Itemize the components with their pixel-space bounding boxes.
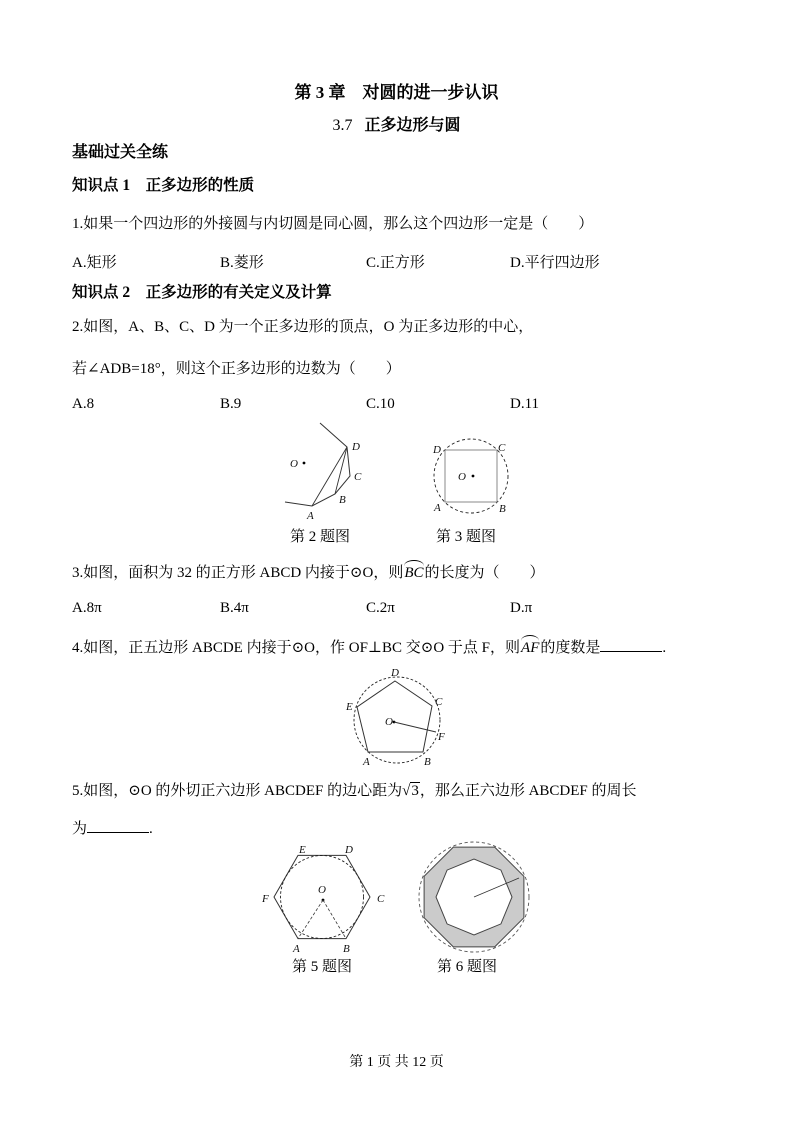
q2-option-b: B.9 (220, 396, 242, 412)
label-D: D (352, 441, 360, 453)
label-O: O (385, 716, 393, 728)
knowledge-point-1: 知识点 1 正多边形的性质 (72, 177, 255, 194)
label-E: E (346, 701, 353, 713)
pentagon-ABCDE (357, 681, 432, 752)
question-1-options (72, 251, 742, 271)
question-1-text: 1.如果一个四边形的外接圆与内切圆是同心圆，那么这个四边形一定是（ ） (72, 216, 594, 232)
q5-text-post: ，那么正六边形 ABCDEF 的周长 (419, 783, 637, 799)
question-3-options (72, 600, 742, 620)
q3-text-pre: 3.如图，面积为 32 的正方形 ABCD 内接于⊙O，则 (72, 565, 404, 581)
label-A: A (363, 756, 370, 768)
arc-BC: BC (404, 565, 424, 581)
q4-answer-blank (600, 637, 662, 652)
q3-text-post: 的长度为（ ） (424, 565, 545, 581)
label-C: C (498, 442, 506, 454)
q3-option-b: B.4π (220, 600, 249, 616)
label-C: C (354, 471, 362, 483)
q5-text-pre: 5.如图，⊙O 的外切正六边形 ABCDEF 的边心距为 (72, 783, 403, 799)
label-B: B (424, 756, 431, 768)
q4-text-pre: 4.如图，正五边形 ABCDE 内接于⊙O，作 OF⊥BC 交⊙O 于点 F，则 (72, 640, 521, 656)
q1-option-b: B.菱形 (220, 255, 264, 271)
center-dot (472, 475, 475, 478)
q3-option-d: D.π (510, 600, 533, 616)
q5-period: . (149, 821, 153, 837)
label-D: D (433, 444, 441, 456)
question-2-options (72, 396, 742, 416)
hexagon-ABCDEF (274, 855, 370, 938)
label-O: O (290, 458, 298, 470)
q4-text-post: 的度数是 (540, 640, 601, 656)
label-B: B (339, 494, 346, 506)
segment-OA (298, 900, 323, 939)
q1-option-a: A.矩形 (72, 255, 117, 271)
label-C: C (435, 696, 443, 708)
question-5-line1 (72, 781, 742, 801)
question-2-line1: 2.如图，A、B、C、D 为一个正多边形的顶点，O 为正多边形的中心， (72, 319, 534, 335)
figure-q3-caption: 第 3 题图 (436, 529, 497, 545)
label-D: D (345, 844, 353, 856)
page-footer: 第 1 页 共 12 页 (349, 1055, 444, 1070)
center-dot (303, 462, 306, 465)
label-A: A (434, 502, 441, 514)
figure-q2-caption: 第 2 题图 (290, 529, 351, 545)
knowledge-point-2: 知识点 2 正多边形的有关定义及计算 (72, 284, 332, 301)
question-5-line2 (72, 818, 742, 839)
practice-heading: 基础过关全练 (72, 144, 169, 161)
label-F: F (438, 731, 445, 743)
q3-option-a: A.8π (72, 600, 102, 616)
section-title (0, 112, 793, 135)
label-C: C (377, 893, 385, 905)
chapter-title: 第 3 章 对圆的进一步认识 (294, 83, 499, 102)
label-O: O (458, 471, 466, 483)
q1-option-d: D.平行四边形 (510, 255, 600, 271)
q2-option-c: C.10 (366, 396, 395, 412)
label-B: B (343, 943, 350, 955)
arc-AF: AF (521, 640, 540, 656)
sqrt-sign: √ (402, 783, 411, 799)
q5-answer-blank (87, 818, 149, 833)
q2-option-d: D.11 (510, 396, 540, 412)
inscribed-circle-O (281, 856, 364, 939)
figure-q6-caption: 第 6 题图 (437, 959, 498, 975)
figure-q6-octagon-ring (415, 840, 533, 956)
label-E: E (299, 844, 306, 856)
figure-q2-polygon (268, 418, 378, 523)
label-D: D (391, 667, 399, 679)
inscribed-square (445, 450, 497, 502)
section-title-text: 正多边形与圆 (364, 117, 461, 134)
figure-q5-hexagon (262, 843, 388, 957)
figure-q5-caption: 第 5 题图 (292, 959, 353, 975)
figure-q4-pentagon (344, 666, 462, 768)
label-A: A (307, 510, 314, 522)
q1-option-c: C.正方形 (366, 255, 425, 271)
label-B: B (499, 503, 506, 515)
segment-OF (394, 722, 436, 732)
q4-period: . (662, 640, 667, 656)
label-F: F (262, 893, 269, 905)
sqrt-radicand: 3 (411, 783, 419, 799)
question-3-text (72, 563, 742, 583)
label-A: A (293, 943, 300, 955)
q3-option-c: C.2π (366, 600, 395, 616)
question-2-line2: 若∠ADB=18°，则这个正多边形的边数为（ ） (72, 361, 401, 377)
circle-O (354, 677, 440, 763)
q2-option-a: A.8 (72, 396, 95, 412)
section-number: 3.7 (332, 117, 353, 134)
label-O: O (318, 884, 326, 896)
q5-line2-pre: 为 (72, 821, 88, 837)
question-4-text (72, 637, 742, 658)
